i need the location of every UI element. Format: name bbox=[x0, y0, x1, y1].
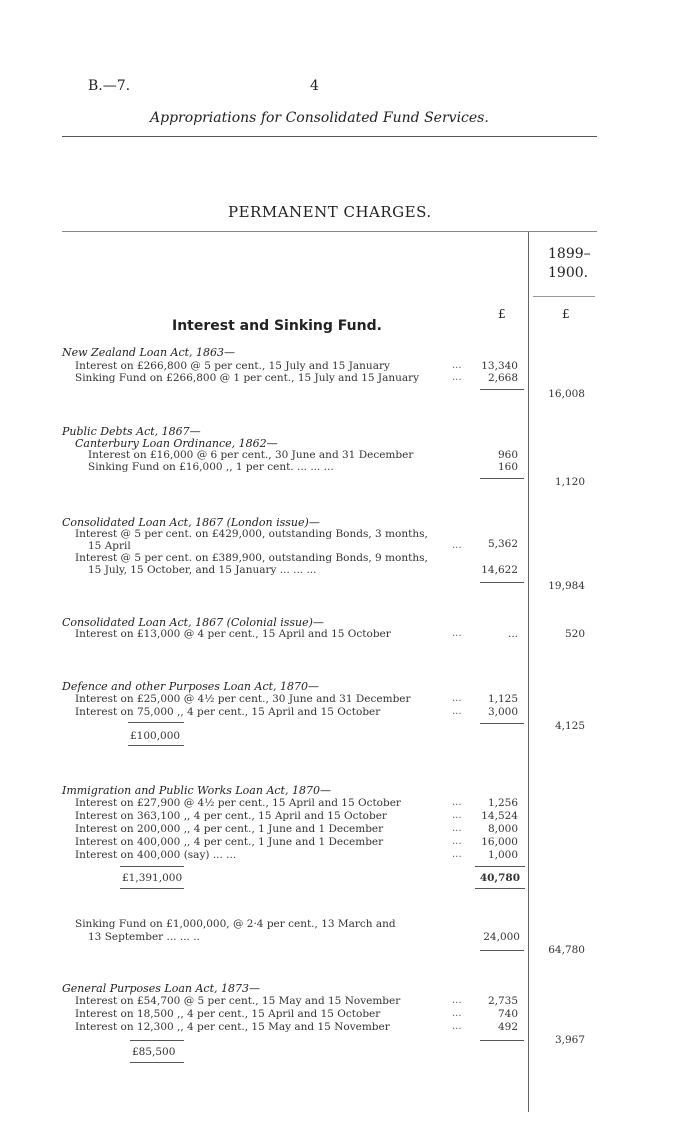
section-title: PERMANENT CHARGES. bbox=[228, 203, 432, 221]
sum-rule bbox=[120, 888, 184, 889]
page-title: Appropriations for Consolidated Fund Services. bbox=[150, 110, 489, 126]
block-total: 3,967 bbox=[554, 1034, 585, 1046]
block-subtitle: Canterbury Loan Ordinance, 1862— bbox=[75, 437, 278, 450]
currency-symbol-left: £ bbox=[498, 307, 506, 321]
leader-dots: ... bbox=[452, 1021, 462, 1032]
header-rule bbox=[62, 136, 597, 137]
year-rule bbox=[533, 296, 595, 297]
amount: 14,622 bbox=[481, 564, 518, 576]
amount: 8,000 bbox=[487, 823, 518, 835]
line-text: Interest on £16,000 @ 6 per cent., 30 June and 31 December bbox=[88, 449, 414, 461]
leader-dots: ... bbox=[452, 1008, 462, 1019]
leader-dots: ... bbox=[452, 823, 462, 834]
leader-dots: ... bbox=[452, 706, 462, 717]
block-total: 16,008 bbox=[548, 388, 585, 400]
leader-dots: ... bbox=[452, 693, 462, 704]
line-text: Sinking Fund on £16,000 ,, 1 per cent. ... ... ... bbox=[88, 461, 334, 473]
amount: 740 bbox=[497, 1008, 518, 1020]
line-text: Interest on 400,000 (say) ... ... bbox=[75, 849, 237, 861]
block-total: 1,120 bbox=[554, 476, 585, 488]
block-title: Immigration and Public Works Loan Act, 1870— bbox=[62, 784, 331, 797]
block-total: 520 bbox=[564, 628, 585, 640]
line-text: Interest on £54,700 @ 5 per cent., 15 May and 15 November bbox=[75, 995, 401, 1007]
principal-sum: £100,000 bbox=[130, 730, 181, 742]
line-text: Sinking Fund on £1,000,000, @ 2·4 per cent., 13 March and bbox=[75, 918, 396, 930]
line-text: 15 April bbox=[88, 540, 131, 552]
year-line-1: 1899– bbox=[548, 246, 591, 262]
sum-rule bbox=[475, 866, 525, 867]
block-total: 19,984 bbox=[548, 580, 585, 592]
line-text: Interest @ 5 per cent. on £429,000, outstanding Bonds, 3 months, bbox=[75, 528, 428, 540]
line-text: Interest on £27,900 @ 4½ per cent., 15 April and 15 October bbox=[75, 797, 401, 809]
amount: ... bbox=[507, 628, 518, 640]
year-header bbox=[548, 245, 591, 283]
subtotal: 40,780 bbox=[479, 872, 520, 884]
block-title: General Purposes Loan Act, 1873— bbox=[62, 982, 261, 995]
block-title: Defence and other Purposes Loan Act, 1870— bbox=[62, 680, 320, 693]
line-text: Interest on 18,500 ,, 4 per cent., 15 April and 15 October bbox=[75, 1008, 381, 1020]
principal-sum: £1,391,000 bbox=[122, 872, 183, 884]
line-text: Interest on 75,000 ,, 4 per cent., 15 April and 15 October bbox=[75, 706, 381, 718]
sum-rule bbox=[128, 745, 184, 746]
sum-rule bbox=[130, 1062, 184, 1063]
amount: 960 bbox=[497, 449, 518, 461]
block-title: New Zealand Loan Act, 1863— bbox=[62, 346, 236, 359]
amount: 16,000 bbox=[481, 836, 518, 848]
amount: 1,256 bbox=[487, 797, 518, 809]
year-line-2: 1900. bbox=[548, 265, 589, 281]
leader-dots: ... bbox=[452, 849, 462, 860]
leader-dots: ... bbox=[452, 836, 462, 847]
amount: 14,524 bbox=[481, 810, 518, 822]
block-title: Public Debts Act, 1867— bbox=[62, 425, 201, 438]
line-text: Interest on £13,000 @ 4 per cent., 15 April and 15 October bbox=[75, 628, 391, 640]
leader-dots: ... bbox=[452, 628, 462, 639]
currency-symbol-right: £ bbox=[562, 307, 570, 321]
line-text: Interest on 400,000 ,, 4 per cent., 1 June and 1 December bbox=[75, 836, 384, 848]
block-total: 4,125 bbox=[554, 720, 585, 732]
line-text: Interest on £266,800 @ 5 per cent., 15 July and 15 January bbox=[75, 360, 390, 372]
column-divider bbox=[528, 232, 529, 1112]
principal-sum: £85,500 bbox=[132, 1046, 176, 1058]
line-text: Interest @ 5 per cent. on £389,900, outstanding Bonds, 9 months, bbox=[75, 552, 428, 564]
block-total: 64,780 bbox=[548, 944, 585, 956]
leader-dots: ... bbox=[452, 360, 462, 371]
leader-dots: ... bbox=[452, 372, 462, 383]
block-title: Consolidated Loan Act, 1867 (London issue)— bbox=[62, 516, 320, 529]
amount: 2,668 bbox=[487, 372, 518, 384]
subheading: Interest and Sinking Fund. bbox=[172, 318, 382, 334]
amount: 13,340 bbox=[481, 360, 518, 372]
line-text: 13 September ... ... .. bbox=[88, 931, 200, 943]
line-text: Interest on 200,000 ,, 4 per cent., 1 June and 1 December bbox=[75, 823, 384, 835]
sum-rule bbox=[120, 866, 184, 867]
line-text: Interest on 12,300 ,, 4 per cent., 15 May and 15 November bbox=[75, 1021, 390, 1033]
document-reference: B.—7. bbox=[88, 78, 131, 94]
leader-dots: ... bbox=[452, 540, 462, 551]
section-rule bbox=[62, 231, 597, 232]
amount: 2,735 bbox=[487, 995, 518, 1007]
line-text: Interest on 363,100 ,, 4 per cent., 15 April and 15 October bbox=[75, 810, 387, 822]
line-text: 15 July, 15 October, and 15 January ... ... ... bbox=[88, 564, 317, 576]
amount: 160 bbox=[497, 461, 518, 473]
line-text: Interest on £25,000 @ 4½ per cent., 30 June and 31 December bbox=[75, 693, 411, 705]
leader-dots: ... bbox=[452, 995, 462, 1006]
sum-rule bbox=[128, 722, 184, 723]
amount: 1,125 bbox=[487, 693, 518, 705]
sum-rule bbox=[475, 888, 525, 889]
leader-dots: ... bbox=[452, 797, 462, 808]
block-title: Consolidated Loan Act, 1867 (Colonial issue)— bbox=[62, 616, 324, 629]
sum-rule bbox=[130, 1040, 184, 1041]
amount: 5,362 bbox=[487, 538, 518, 550]
amount: 492 bbox=[497, 1021, 518, 1033]
leader-dots: ... bbox=[452, 810, 462, 821]
line-text: Sinking Fund on £266,800 @ 1 per cent., 15 July and 15 January bbox=[75, 372, 420, 384]
amount: 3,000 bbox=[487, 706, 518, 718]
page-number: 4 bbox=[310, 78, 319, 94]
amount: 24,000 bbox=[483, 931, 520, 943]
amount: 1,000 bbox=[487, 849, 518, 861]
